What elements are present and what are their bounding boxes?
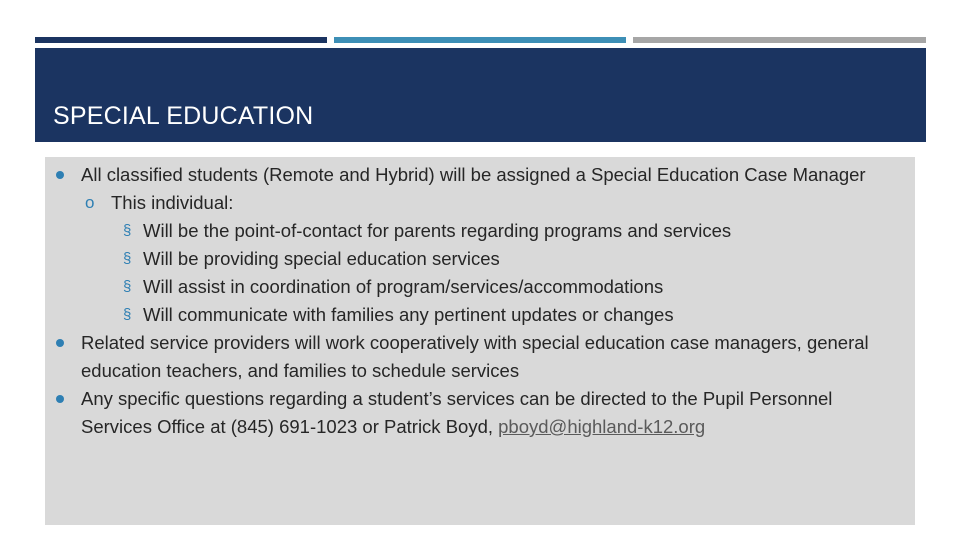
- circle-bullet-icon: o: [85, 193, 95, 212]
- bullet-dot-icon: [56, 171, 64, 179]
- sub-sub-bullet-text: Will be the point-of-contact for parents regarding programs and services: [143, 220, 732, 241]
- sub-sub-bullet-item: [111, 217, 905, 245]
- accent-bar-gray: [633, 37, 926, 43]
- sub-bullet-item: [81, 189, 905, 329]
- square-bullet-icon: §: [123, 222, 132, 239]
- accent-bar-navy: [35, 37, 327, 43]
- bullet-list: [45, 161, 905, 441]
- sub-sub-bullet-item: [111, 273, 905, 301]
- email-link[interactable]: pboyd@highland-k12.org: [498, 416, 706, 437]
- square-bullet-icon: §: [123, 250, 132, 267]
- square-bullet-icon: §: [123, 306, 132, 323]
- bullet-dot-icon: [56, 339, 64, 347]
- bullet-text: Related service providers will work cooperatively with special education case managers, general education teachers, and families to schedule services: [81, 332, 869, 381]
- sub-sub-bullet-item: [111, 301, 905, 329]
- slide-title: SPECIAL EDUCATION: [53, 102, 314, 130]
- bullet-text: Any specific questions regarding a student’s services can be directed to the Pupil Personnel Services Office at (845) 691-1023 or Patrick Boyd,: [81, 388, 833, 437]
- bullet-item: [45, 329, 905, 385]
- accent-bar-blue: [334, 37, 626, 43]
- square-bullet-icon: §: [123, 278, 132, 295]
- sub-bullet-text: This individual:: [111, 192, 234, 213]
- bullet-item: [45, 161, 905, 329]
- content-box: [45, 157, 915, 525]
- sub-sub-bullet-item: [111, 245, 905, 273]
- bullet-dot-icon: [56, 395, 64, 403]
- bullet-text: All classified students (Remote and Hybrid) will be assigned a Special Education Case Manager: [81, 164, 866, 185]
- sub-sub-bullet-text: Will be providing special education services: [143, 248, 500, 269]
- sub-sub-bullet-list: [111, 217, 905, 329]
- title-banner: [35, 48, 926, 142]
- sub-bullet-list: [81, 189, 905, 329]
- sub-sub-bullet-text: Will assist in coordination of program/services/accommodations: [143, 276, 664, 297]
- sub-sub-bullet-text: Will communicate with families any pertinent updates or changes: [143, 304, 674, 325]
- bullet-item: [45, 385, 905, 441]
